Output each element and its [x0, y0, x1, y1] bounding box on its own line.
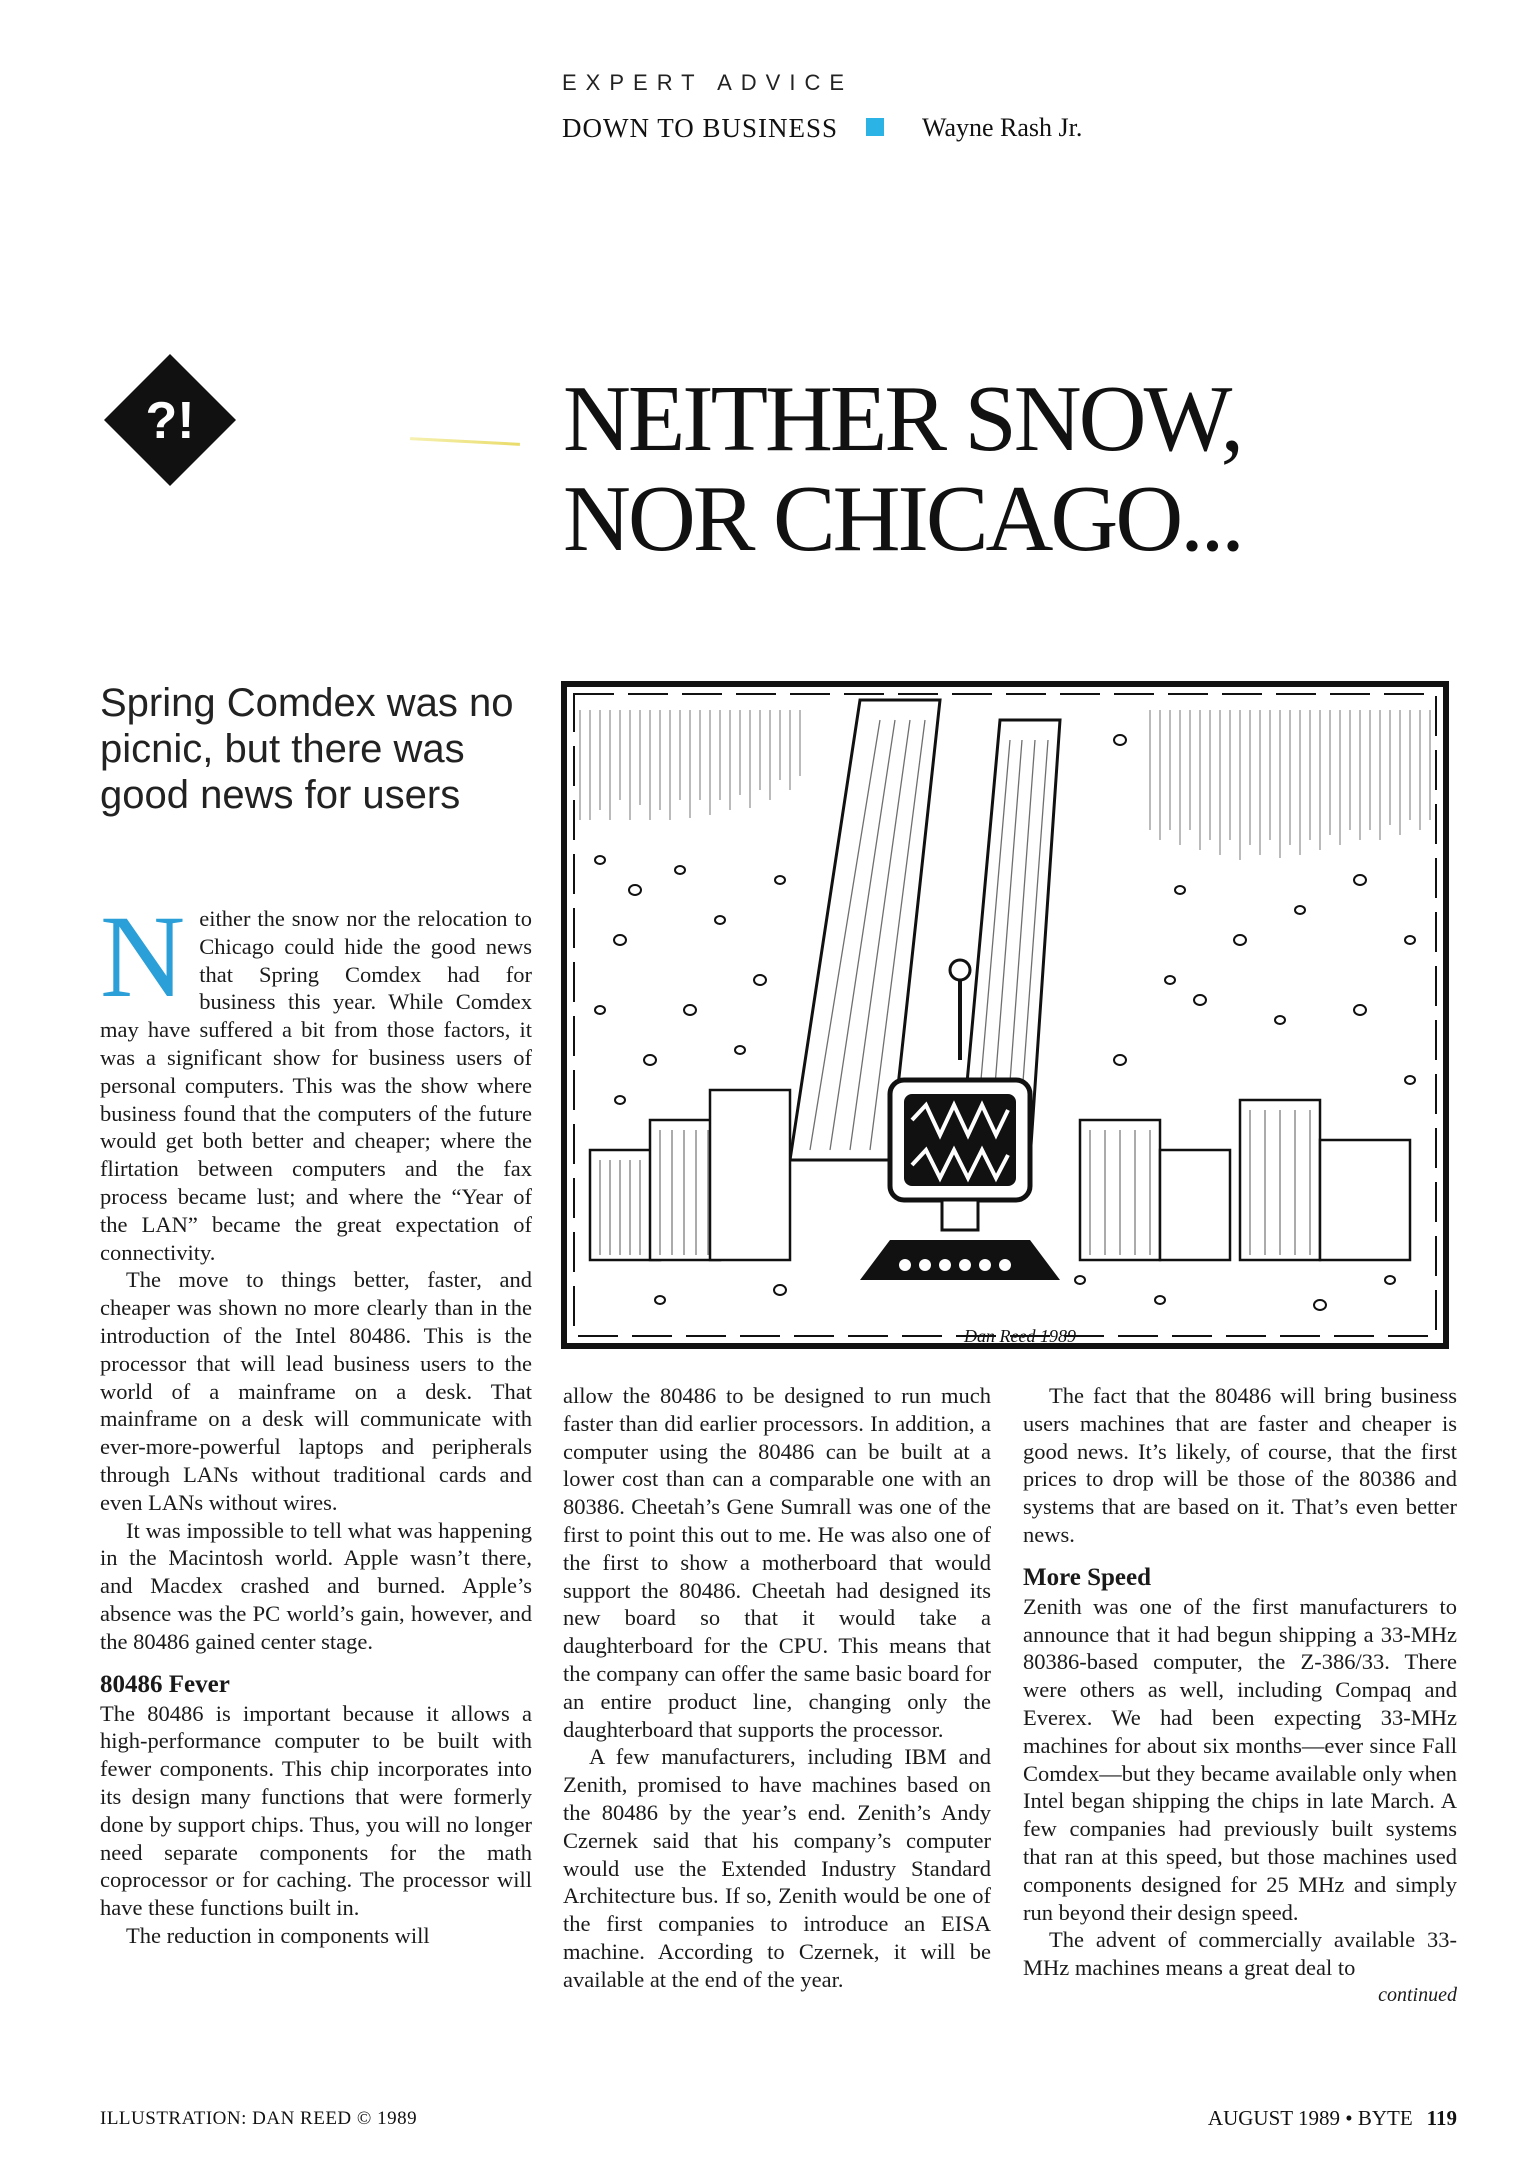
- author-name: Wayne Rash Jr.: [922, 113, 1083, 142]
- separator-square-icon: [866, 118, 884, 136]
- continued-label: continued: [1378, 1983, 1457, 2006]
- paragraph: The fact that the 80486 will bring business users machines that are faster and cheaper is good news. It’s likely, of course, that the first prices to drop will be those of the 80386 and systems that are based on it. That’s even better news.: [1023, 1383, 1457, 1547]
- illustration-credit: ILLUSTRATION: DAN REED © 1989: [100, 2108, 418, 2129]
- article-title: [563, 367, 1242, 571]
- page-number: 119: [1426, 2106, 1457, 2130]
- paragraph: It was impossible to tell what was happening in the Macintosh world. Apple wasn’t there, and Macdex crashed and burned. Apple’s absence was the PC world’s gain, however, and the 80486 gained center stage.: [100, 1517, 532, 1654]
- section-heading: More Speed: [1023, 1563, 1151, 1591]
- illustration: [560, 680, 1450, 1350]
- paragraph: The 80486 is important because it allows a high-performance computer to be built with fewer components. This chip incorporates into its design many functions that were formerly done by support chips. Thus, you will no longer need separate components for the math coprocessor or for caching. The processor will have these functions built in.: [100, 1700, 532, 1921]
- badge-symbol: ?!: [145, 392, 195, 450]
- title-line-2: NOR CHICAGO...: [563, 466, 1242, 571]
- page-footer: [1208, 2106, 1457, 2131]
- paragraph: The reduction in components will: [126, 1922, 430, 1948]
- deck: Spring Comdex was no picnic, but there was good news for users: [100, 681, 514, 817]
- paragraph: allow the 80486 to be designed to run much faster than did earlier processors. In addition, a computer using the 80486 can be built at a lower cost than can a comparable one with an 80386. Cheetah’s Gene Sumrall was one of the first to point this out to me. He was also one of the first to show a motherboard that would support the 80486. Cheetah had designed its new board so that it would take a daughterboard for the CPU. This means that the company can offer the same basic board for an entire product line, changing only the daughterboard that supports the processor.: [563, 1383, 991, 1742]
- article-column-3: [1023, 1382, 1457, 2010]
- kicker: EXPERT ADVICE: [562, 70, 854, 95]
- illustration-signature: Dan Reed 1989: [964, 1326, 1076, 1346]
- paragraph: Zenith was one of the first manufacturers to announce that it had begun shipping a 33-MHz 80386-based computer, the Z-386/33. There were others as well, including Compaq and Everex. We had been expecting 33-MHz machines for about six months—ever since Fall Comdex—but they became available only when Intel began shipping the chips in late March. A few companies had previously built systems that ran at this speed, but those machines used components designed for 25 MHz and simply run beyond their design speed.: [1023, 1593, 1457, 1925]
- article-column-1: [100, 891, 532, 1950]
- title-line-1: NEITHER SNOW,: [563, 367, 1242, 471]
- diamond-icon: [100, 350, 240, 490]
- section-heading: 80486 Fever: [100, 1670, 230, 1698]
- paragraph: The advent of commercially available 33-MHz machines means a great deal to: [1023, 1927, 1457, 1981]
- paragraph: The move to things better, faster, and cheaper was shown no more clearly than in the introduction of the Intel 80486. This is the processor that will lead business users to the world of a mainframe on a desk. That mainframe on a desk will communicate with ever-more-powerful laptops and peripherals through LANs without traditional cards and even LANs without wires.: [100, 1267, 532, 1515]
- department-label: DOWN TO BUSINESS: [562, 113, 839, 143]
- article-column-2: [563, 1382, 991, 1994]
- paragraph: A few manufacturers, including IBM and Zenith, promised to have machines based on the 80486 by the year’s end. Zenith’s Andy Czernek said that his company’s computer would use the Extended Industry Standard Architecture bus. If so, Zenith would be one of the first companies to introduce an EISA machine. According to Czernek, it will be available at the end of the year.: [563, 1744, 991, 1992]
- paragraph: either the snow nor the relocation to Chicago could hide the good news that Spring Comdex had for business this year. While Comdex may have suffered a bit from those factors, it was a significant show for business users of personal computers. This was the show where business found that the computers of the future would get both better and cheaper; where the flirtation between computers and the fax process became lust; and where the “Year of the LAN” became the great expectation of connectivity.: [100, 906, 532, 1265]
- drop-cap: N: [100, 891, 186, 1022]
- decorative-rule: [410, 437, 520, 446]
- issue-label: AUGUST 1989 • BYTE: [1207, 2106, 1413, 2130]
